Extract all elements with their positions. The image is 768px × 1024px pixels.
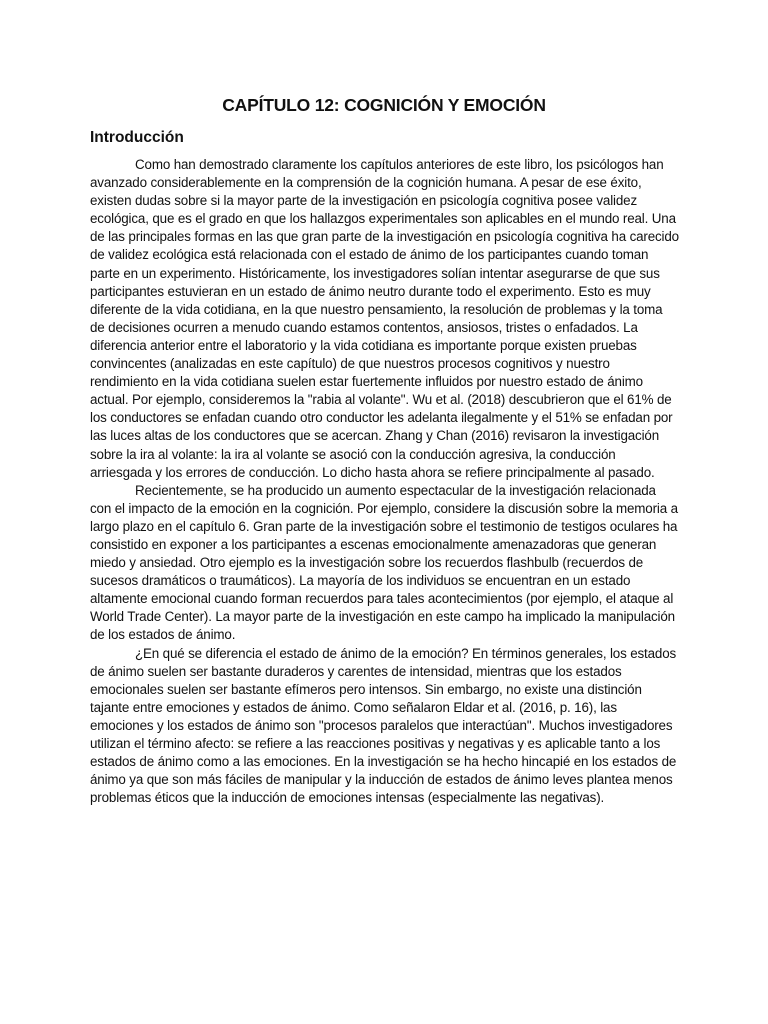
section-heading: Introducción: [90, 129, 184, 146]
paragraph: ¿En qué se diferencia el estado de ánimo de la emoción? En términos generales, los estados de ánimo suelen ser bastante duraderos y carentes de intensidad, mientras que los estados emocionales suelen ser bastante efímeros pero intensos. Sin embargo, no existe una distinción tajante entre emociones y estados de ánimo. Como señalaron Eldar et al. (2016, p. 16), las emociones y los estados de ánimo son "procesos paralelos que interactúan". Muchos investigadores utilizan el término afecto: se refiere a las reacciones positivas y negativas y es aplicable tanto a los estados de ánimo como a las emociones. En la investigación se ha hecho hincapié en los estados de ánimo ya que son más fáciles de manipular y la inducción de estados de ánimo leves plantea menos problemas éticos que la inducción de emociones intensas (especialmente las negativas).: [90, 645, 677, 806]
chapter-title: CAPÍTULO 12: COGNICIÓN Y EMOCIÓN: [222, 95, 546, 115]
paragraph: Como han demostrado claramente los capítulos anteriores de este libro, los psicólogos han avanzado considerablemente en la comprensión de la cognición humana. A pesar de ese éxito, existen dudas sobre si la mayor parte de la investigación en psicología cognitiva posee validez ecológica, que es el grado en que los hallazgos experimentales son aplicables en el mundo real. Una de las principales formas en las que gran parte de la investigación en psicología cognitiva ha carecido de validez ecológica está relacionada con el estado de ánimo de los participantes cuando toman parte en un experimento. Históricamente, los investigadores solían intentar asegurarse de que sus participantes estuvieran en un estado de ánimo neutro durante todo el experimento. Esto es muy diferente de la vida cotidiana, en la que nuestro pensamiento, la resolución de problemas y la toma de decisiones ocurren a menudo cuando estamos contentos, ansiosos, tristes o enfadados. La diferencia anterior entre el laboratorio y la vida cotidiana es importante porque existen pruebas convincentes (analizadas en este capítulo) de que nuestros procesos cognitivos y nuestro rendimiento en la vida cotidiana suelen estar fuertemente influidos por nuestro estado de ánimo actual. Por ejemplo, consideremos la "rabia al volante". Wu et al. (2018) descubrieron que el 61% de los conductores se enfadan cuando otro conductor les adelanta ilegalmente y el 51% se enfadan por las luces altas de los conductores que se acercan. Zhang y Chan (2016) revisaron la investigación sobre la ira al volante: la ira al volante se asoció con la conducción agresiva, la conducción arriesgada y los errores de conducción. Lo dicho hasta ahora se refiere principalmente al pasado.: [90, 157, 679, 480]
body-text: [90, 156, 680, 807]
paragraph: Recientemente, se ha producido un aumento espectacular de la investigación relacionada con el impacto de la emoción en la cognición. Por ejemplo, considere la discusión sobre la memoria a largo plazo en el capítulo 6. Gran parte de la investigación sobre el testimonio de testigos oculares ha consistido en exponer a los participantes a escenas emocionalmente amenazadoras que generan miedo y ansiedad. Otro ejemplo es la investigación sobre los recuerdos flashbulb (recuerdos de sucesos dramáticos o traumáticos). La mayoría de los individuos se encuentran en un estado altamente emocional cuando forman recuerdos para tales acontecimientos (por ejemplo, el ataque al World Trade Center). La mayor parte de la investigación en este campo ha implicado la manipulación de los estados de ánimo.: [90, 482, 678, 643]
